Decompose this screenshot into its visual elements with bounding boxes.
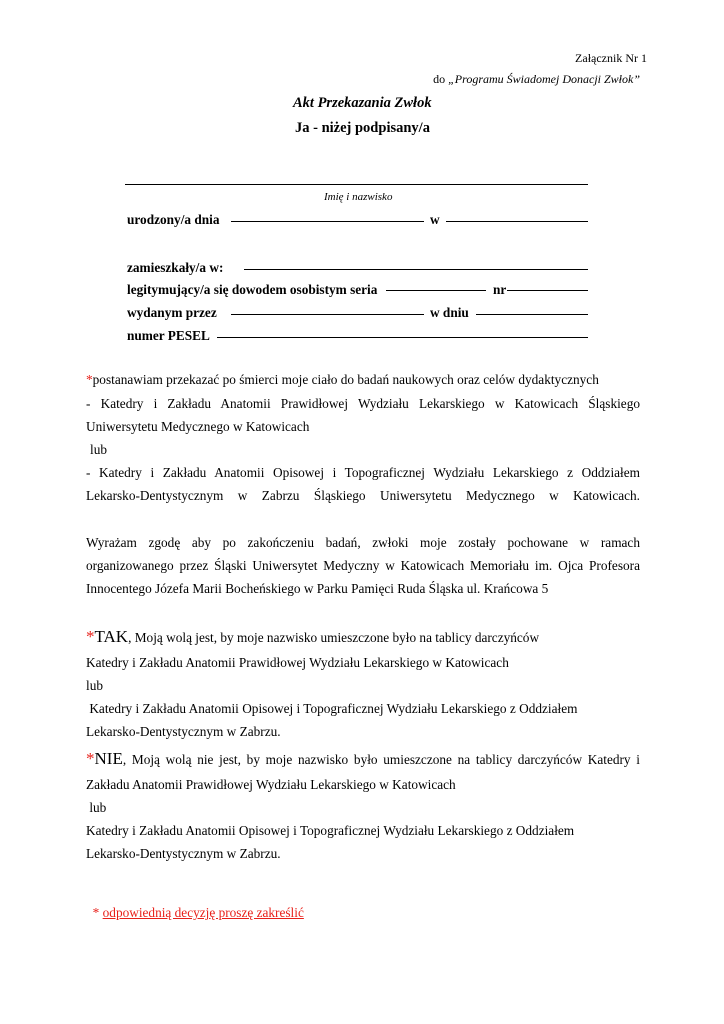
id-series-field[interactable] — [386, 290, 486, 291]
birth-place-field[interactable] — [446, 221, 588, 222]
birth-date-field[interactable] — [231, 221, 424, 222]
id-number-label: nr — [493, 282, 507, 297]
no-line3: Katedry i Zakładu Anatomii Opisowej i Topograficznej Wydziału Lekarskiego z Oddziałem — [86, 823, 575, 838]
document-title: Akt Przekazania Zwłok — [293, 95, 432, 111]
yes-asterisk: * — [86, 627, 95, 646]
footnote-asterisk: * — [92, 905, 103, 921]
annex-number: Załącznik Nr 1 — [575, 51, 647, 65]
decision-asterisk: * — [86, 372, 93, 387]
program-prefix: do — [433, 72, 449, 86]
yes-line3: Katedry i Zakładu Anatomii Opisowej i Topograficznej Wydziału Lekarskiego z Oddziałem — [86, 701, 578, 716]
address-label: zamieszkały/a w: — [127, 260, 224, 275]
decision-text: postanawiam przekazać po śmierci moje ciało do badań naukowych oraz celów dydaktycznych — [92, 372, 599, 387]
no-text: , Moją wolą nie jest, by moje nazwisko było umieszczone na tablicy darczyńców Katedry i — [122, 752, 640, 767]
option2-line2: Lekarsko-Dentystycznym w Zabrzu Śląskiego Uniwersytetu Medycznego w Katowicach. — [86, 488, 640, 503]
name-caption: Imię i nazwisko — [324, 191, 393, 203]
footnote-text: odpowiednią decyzję proszę zakreślić — [102, 905, 304, 921]
id-number-field[interactable] — [507, 290, 588, 291]
yes-line4: Lekarsko-Dentystycznym w Zabrzu. — [86, 724, 281, 739]
issued-by-label: wydanym przez — [127, 305, 217, 320]
born-label: urodzony/a dnia — [127, 212, 220, 227]
footnote — [86, 893, 304, 920]
issued-on-field[interactable] — [476, 314, 588, 315]
no-line2: Zakładu Anatomii Prawidłowej Wydziału Lekarskiego w Katowicach — [86, 777, 456, 792]
no-keyword: NIE — [94, 749, 123, 768]
yes-keyword: TAK — [94, 627, 129, 646]
option1-line2: Uniwersytetu Medycznego w Katowicach — [86, 419, 310, 434]
issued-on-label: w dniu — [430, 305, 469, 320]
or-separator-1: lub — [90, 442, 107, 457]
yes-line2: Katedry i Zakładu Anatomii Prawidłowej Wydziału Lekarskiego w Katowicach — [86, 655, 509, 670]
yes-text: , Moją wolą jest, by moje nazwisko umieszczone było na tablicy darczyńców — [128, 630, 540, 645]
no-option[interactable] — [86, 750, 640, 767]
id-card-label: legitymujący/a się dowodem osobistym seria — [127, 282, 378, 297]
address-field[interactable] — [244, 269, 588, 270]
burial-line3: Innocentego Józefa Marii Bocheńskiego w Parku Pamięci Ruda Śląska ul. Krańcowa 5 — [86, 581, 549, 596]
pesel-field[interactable] — [217, 337, 588, 338]
document-subtitle: Ja - niżej podpisany/a — [295, 120, 430, 136]
decision-statement — [86, 373, 599, 386]
option1-line1: - Katedry i Zakładu Anatomii Prawidłowej Wydziału Lekarskiego w Katowicach Śląskiego — [86, 396, 640, 411]
birth-place-label: w — [430, 212, 440, 227]
burial-line2: organizowanego przez Śląski Uniwersytet Medyczny w Katowicach Memoriału im. Ojca Profesora — [86, 558, 640, 573]
yes-or: lub — [86, 678, 103, 693]
program-name: „Programu Świadomej Donacji Zwłok” — [448, 72, 640, 86]
yes-option[interactable] — [86, 628, 539, 645]
issued-by-field[interactable] — [231, 314, 424, 315]
option2-line1: - Katedry i Zakładu Anatomii Opisowej i Topograficznej Wydziału Lekarskiego z Oddziałem — [86, 465, 640, 480]
burial-line1: Wyrażam zgodę aby po zakończeniu badań, zwłoki moje zostały pochowane w ramach — [86, 535, 640, 550]
no-or: lub — [86, 800, 107, 815]
no-asterisk: * — [86, 749, 95, 768]
name-signature-line[interactable] — [125, 184, 588, 185]
no-line4: Lekarsko-Dentystycznym w Zabrzu. — [86, 846, 281, 861]
pesel-label: numer PESEL — [127, 328, 210, 343]
program-reference — [433, 72, 640, 87]
